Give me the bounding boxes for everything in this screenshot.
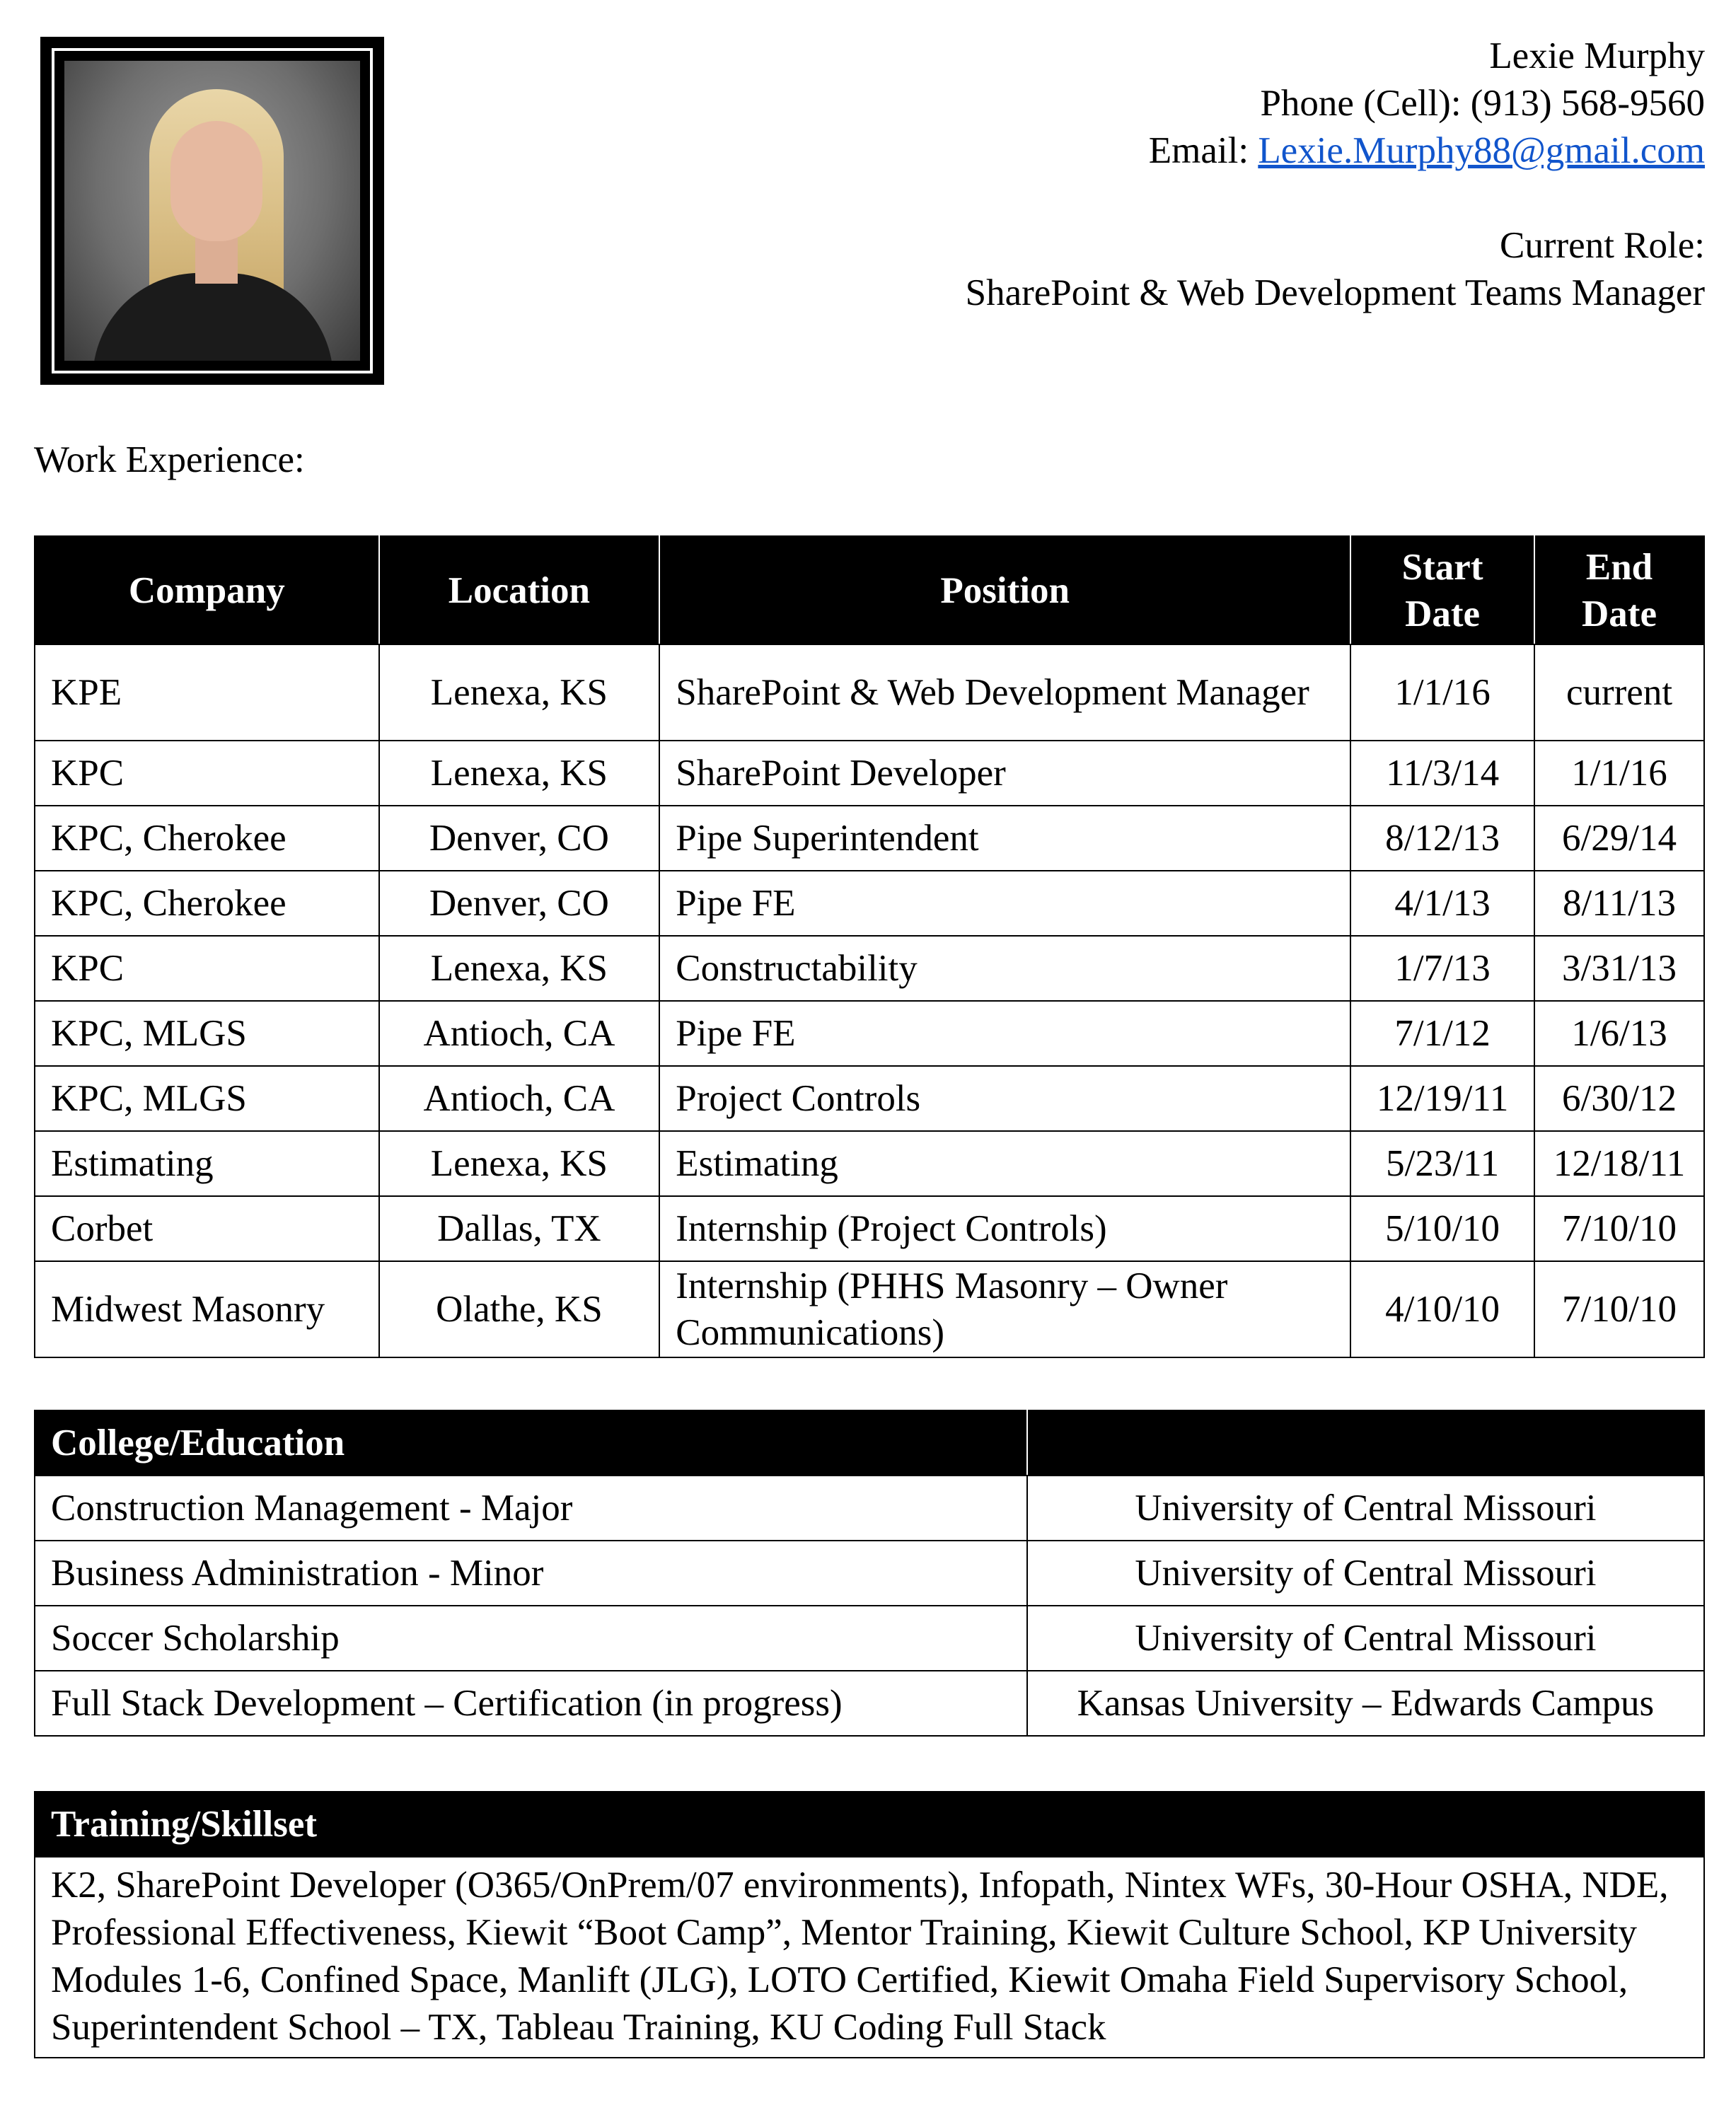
table-row	[35, 936, 1704, 1001]
table-row	[35, 1671, 1704, 1736]
role-label: Current Role:	[1500, 225, 1705, 266]
company-cell: KPE	[35, 644, 379, 741]
program-cell: Construction Management - Major	[35, 1476, 1027, 1541]
end-date-cell: 8/11/13	[1534, 871, 1704, 936]
company-cell: KPC, MLGS	[35, 1001, 379, 1066]
position-cell: SharePoint Developer	[659, 741, 1350, 806]
start-date-cell: 12/19/11	[1350, 1066, 1534, 1131]
education-header: College/Education	[35, 1410, 1027, 1476]
table-row	[35, 806, 1704, 871]
institution-cell: University of Central Missouri	[1027, 1541, 1704, 1606]
col-company: Company	[35, 536, 379, 644]
end-date-cell: 12/18/11	[1534, 1131, 1704, 1196]
institution-cell: University of Central Missouri	[1027, 1476, 1704, 1541]
email-line	[966, 127, 1705, 175]
program-cell: Soccer Scholarship	[35, 1606, 1027, 1671]
table-header-row	[35, 1410, 1704, 1476]
company-cell: Estimating	[35, 1131, 379, 1196]
current-role: SharePoint & Web Development Teams Manager	[965, 272, 1705, 313]
work-experience-title: Work Experience:	[34, 439, 305, 480]
start-date-cell: 11/3/14	[1350, 741, 1534, 806]
table-row	[35, 871, 1704, 936]
start-date-cell: 7/1/12	[1350, 1001, 1534, 1066]
company-cell: KPC, MLGS	[35, 1066, 379, 1131]
email-link[interactable]: Lexie.Murphy88@gmail.com	[1258, 130, 1705, 171]
company-cell: Corbet	[35, 1196, 379, 1261]
location-cell: Lenexa, KS	[379, 741, 660, 806]
position-cell: Estimating	[659, 1131, 1350, 1196]
col-end-date: End Date	[1534, 536, 1704, 644]
training-header: Training/Skillset	[35, 1792, 1704, 1857]
col-start-date: Start Date	[1350, 536, 1534, 644]
end-date-cell: current	[1534, 644, 1704, 741]
position-cell: Pipe FE	[659, 871, 1350, 936]
program-cell: Full Stack Development – Certification (in progress)	[35, 1671, 1027, 1736]
table-row	[35, 1001, 1704, 1066]
location-cell: Denver, CO	[379, 871, 660, 936]
company-cell: KPC, Cherokee	[35, 871, 379, 936]
email-label: Email:	[1148, 130, 1258, 171]
start-date-cell: 5/10/10	[1350, 1196, 1534, 1261]
training-table	[34, 1791, 1705, 2058]
education-header-blank	[1027, 1410, 1704, 1476]
location-cell: Dallas, TX	[379, 1196, 660, 1261]
col-position: Position	[659, 536, 1350, 644]
end-date-cell: 6/30/12	[1534, 1066, 1704, 1131]
table-header-row	[35, 536, 1704, 644]
institution-cell: University of Central Missouri	[1027, 1606, 1704, 1671]
end-date-cell: 6/29/14	[1534, 806, 1704, 871]
location-cell: Denver, CO	[379, 806, 660, 871]
start-date-cell: 4/1/13	[1350, 871, 1534, 936]
location-cell: Lenexa, KS	[379, 644, 660, 741]
table-row	[35, 644, 1704, 741]
location-cell: Olathe, KS	[379, 1261, 660, 1357]
work-experience-table	[34, 535, 1705, 1358]
program-cell: Business Administration - Minor	[35, 1541, 1027, 1606]
location-cell: Antioch, CA	[379, 1066, 660, 1131]
portrait-image	[64, 61, 360, 361]
end-date-cell: 7/10/10	[1534, 1196, 1704, 1261]
company-cell: KPC	[35, 936, 379, 1001]
end-date-cell: 1/1/16	[1534, 741, 1704, 806]
table-row	[35, 1196, 1704, 1261]
photo-border	[52, 48, 373, 373]
table-row	[35, 1606, 1704, 1671]
start-date-cell: 1/1/16	[1350, 644, 1534, 741]
table-header-row	[35, 1792, 1704, 1857]
position-cell: Pipe Superintendent	[659, 806, 1350, 871]
table-row	[35, 1857, 1704, 2058]
end-date-cell: 7/10/10	[1534, 1261, 1704, 1357]
table-row	[35, 1066, 1704, 1131]
profile-photo	[40, 37, 384, 385]
start-date-cell: 4/10/10	[1350, 1261, 1534, 1357]
start-date-cell: 5/23/11	[1350, 1131, 1534, 1196]
position-cell: Project Controls	[659, 1066, 1350, 1131]
table-row	[35, 1541, 1704, 1606]
location-cell: Lenexa, KS	[379, 936, 660, 1001]
location-cell: Lenexa, KS	[379, 1131, 660, 1196]
end-date-cell: 1/6/13	[1534, 1001, 1704, 1066]
col-location: Location	[379, 536, 660, 644]
contact-header	[966, 33, 1705, 317]
education-table	[34, 1410, 1705, 1737]
phone-line: Phone (Cell): (913) 568-9560	[1260, 83, 1705, 124]
end-date-cell: 3/31/13	[1534, 936, 1704, 1001]
position-cell: Internship (Project Controls)	[659, 1196, 1350, 1261]
person-name: Lexie Murphy	[1489, 35, 1705, 76]
institution-cell: Kansas University – Edwards Campus	[1027, 1671, 1704, 1736]
table-row	[35, 1261, 1704, 1357]
position-cell: Internship (PHHS Masonry – Owner Communications)	[659, 1261, 1350, 1357]
location-cell: Antioch, CA	[379, 1001, 660, 1066]
position-cell: SharePoint & Web Development Manager	[659, 644, 1350, 741]
table-row	[35, 1476, 1704, 1541]
start-date-cell: 8/12/13	[1350, 806, 1534, 871]
table-row	[35, 741, 1704, 806]
position-cell: Pipe FE	[659, 1001, 1350, 1066]
position-cell: Constructability	[659, 936, 1350, 1001]
company-cell: KPC	[35, 741, 379, 806]
company-cell: KPC, Cherokee	[35, 806, 379, 871]
company-cell: Midwest Masonry	[35, 1261, 379, 1357]
training-text: K2, SharePoint Developer (O365/OnPrem/07 environments), Infopath, Nintex WFs, 30-Hour OSHA, NDE, Professional Effectiveness, Kiewit “Boot Camp”, Mentor Training, Kiewit Culture School, KP University Modules 1-6, Confined Space, Manlift (JLG), LOTO Certified, Kiewit Omaha Field Supervisory School, Superintendent School – TX, Tableau Training, KU Coding Full Stack	[35, 1857, 1704, 2058]
table-row	[35, 1131, 1704, 1196]
start-date-cell: 1/7/13	[1350, 936, 1534, 1001]
